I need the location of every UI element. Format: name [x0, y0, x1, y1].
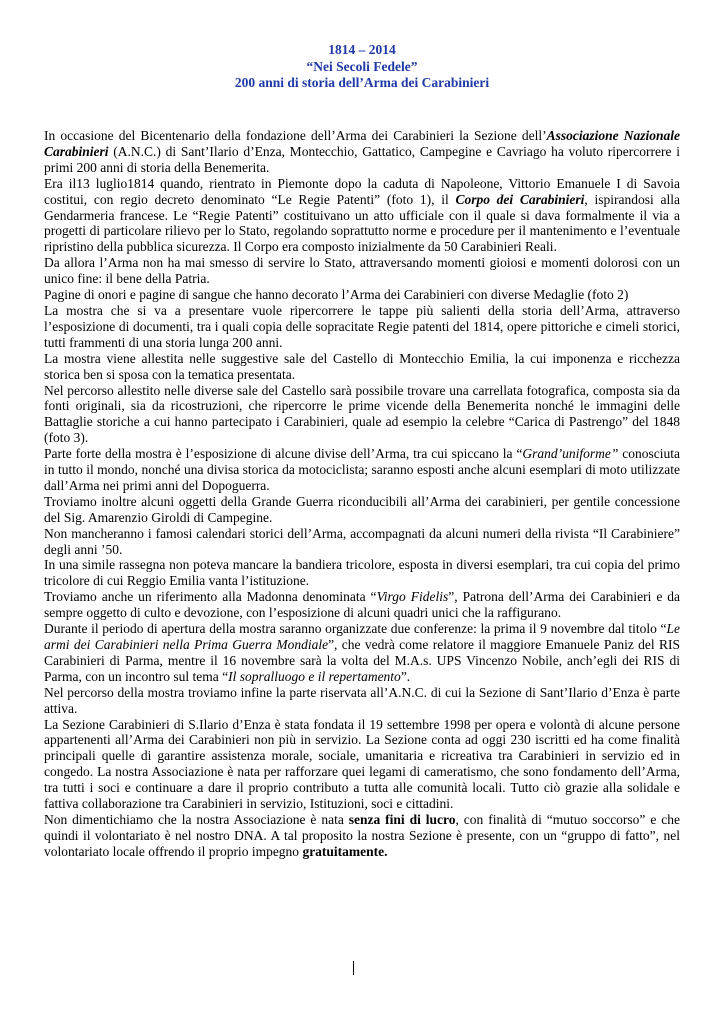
paragraph-7: Nel percorso allestito nelle diverse sale del Castello sarà possibile trovare una carrellata fotografica, composta sia da fonti originali, sia da ricostruzioni, che ripercorre le prime vicende della Benemerita nonché le immagini delle Battaglie storiche a cui hanno partecipato i Carabinieri, quale ad esempio la celebre “Carica di Pastrengo” del 1848 (foto 3).: [44, 382, 680, 446]
header-years: 1814 – 2014: [328, 42, 396, 57]
paragraph-10: Non mancheranno i famosi calendari storici dell’Arma, accompagnati da alcuni numeri della rivista “Il Carabiniere” degli anni ’50.: [44, 525, 680, 557]
header-motto: “Nei Secoli Fedele”: [306, 58, 418, 74]
paragraph-1: In occasione del Bicentenario della fondazione dell’Arma dei Carabinieri la Sezione dell’Associazione Nazionale Carabinieri (A.N.C.) di Sant’Ilario d’Enza, Montecchio, Gattatico, Campegine e Cavriago ha voluto ripercorrere i primi 200 anni di storia della Benemerita.: [44, 128, 680, 175]
paragraph-13: Durante il periodo di apertura della mostra saranno organizzate due conferenze: la prima il 9 novembre dal titolo “Le armi dei Carabinieri nella Prima Guerra Mondiale”, che vedrà come relatore il maggiore Emanuele Paniz del RIS Carabinieri di Parma, mentre il 16 novembre sarà la volta del M.A.s. UPS Vincenzo Nobile, anch’egli dei RIS di Parma, con un incontro sul tema “Il sopralluogo e il repertamento”.: [44, 621, 681, 684]
text-cursor: [353, 961, 354, 975]
paragraph-15: La Sezione Carabinieri di S.Ilario d’Enza è stata fondata il 19 settembre 1998 per opera e volontà di alcune persone appartenenti all’Arma dei Carabinieri non più in servizio. La Sezione conta ad oggi 230 iscritti ed ha come finalità principali quelle di garantire assistenza morale, sociale, umanitaria e ricreativa tra Carabinieri in servizio ed in congedo. La nostra Associazione è nata per rafforzare quei legami di cameratismo, che sono fondamento dell’Arma, tra tutti i soci e continuare a dare il proprio contributo a tutta alle comunità locali. Tutto ciò grazie alla solidale e fattiva collaborazione tra Carabinieri in servizio, Istituzioni, soci e cittadini.: [44, 716, 680, 812]
paragraph-9: Troviamo inoltre alcuni oggetti della Grande Guerra riconducibili all’Arma dei carabinieri, per gentile concessione del Sig. Amarenzio Giroldi di Campegine.: [44, 493, 680, 525]
paragraph-14: Nel percorso della mostra troviamo infine la parte riservata all’A.N.C. di cui la Sezione di Sant’Ilario d’Enza è parte attiva.: [44, 684, 680, 716]
document-body: [44, 128, 680, 860]
header-subtitle: 200 anni di storia dell’Arma dei Carabinieri: [234, 75, 490, 90]
paragraph-4: Pagine di onori e pagine di sangue che hanno decorato l’Arma dei Carabinieri con diverse Medaglie (foto 2): [44, 287, 629, 303]
paragraph-8: Parte forte della mostra è l’esposizione di alcune divise dell’Arma, tra cui spiccano la “Grand’uniforme” conosciuta in tutto il mondo, nonché una divisa storica da motociclista; saranno esposti anche alcuni esemplari di moto utilizzate dall’Arma nei primi anni del Dopoguerra.: [44, 446, 680, 493]
document-header: [0, 42, 724, 92]
paragraph-11: In una simile rassegna non poteva mancare la bandiera tricolore, esposta in diversi esemplari, tra cui copia del primo tricolore di cui Reggio Emilia vanta l’istituzione.: [44, 557, 680, 589]
paragraph-2: Era il13 luglio1814 quando, rientrato in Piemonte dopo la caduta di Napoleone, Vittorio Emanuele I di Savoia costitui, con regio decreto denominato “Le Regie Patenti” (foto 1), il Corpo dei Carabinieri, ispirandosi alla Gendarmeria francese. Le “Regie Patenti” costituivano un atto ufficiale con il quale si dava formalmente il via a progetti di particolare rilievo per lo Stato, regolando soprattutto norme e procedure per il mantenimento e l’eventuale ripristino della pubblica sicurezza. Il Corpo era composto inizialmente da 50 Carabinieri Reali.: [44, 175, 680, 255]
paragraph-16: Non dimentichiamo che la nostra Associazione è nata senza fini di lucro, con finalità di “mutuo soccorso” e che quindi il volontariato è nel nostro DNA. A tal proposito la nostra Sezione è presente, con un “gruppo di fatto”, nel volontariato locale offrendo il proprio impegno gratuitamente.: [44, 811, 680, 859]
paragraph-5: La mostra che si va a presentare vuole ripercorrere le tappe più salienti della storia dell’Arma, attraverso l’esposizione di documenti, tra i quali copia delle sopracitate Regie patenti del 1814, opere pittoriche e cimeli storici, tutti frammenti di una storia lunga 200 anni.: [44, 302, 680, 350]
paragraph-12: Troviamo anche un riferimento alla Madonna denominata “Virgo Fidelis”, Patrona dell’Arma dei Carabinieri e da sempre oggetto di culto e devozione, con l’esposizione di alcuni quadri unici che la raffigurano.: [44, 589, 680, 621]
paragraph-6: La mostra viene allestita nelle suggestive sale del Castello di Montecchio Emilia, la cui imponenza e ricchezza storica ben si sposa con la tematica presentata.: [44, 350, 680, 382]
paragraph-3: Da allora l’Arma non ha mai smesso di servire lo Stato, attraversando momenti gioiosi e momenti dolorosi con un unico fine: il bene della Patria.: [44, 255, 680, 287]
